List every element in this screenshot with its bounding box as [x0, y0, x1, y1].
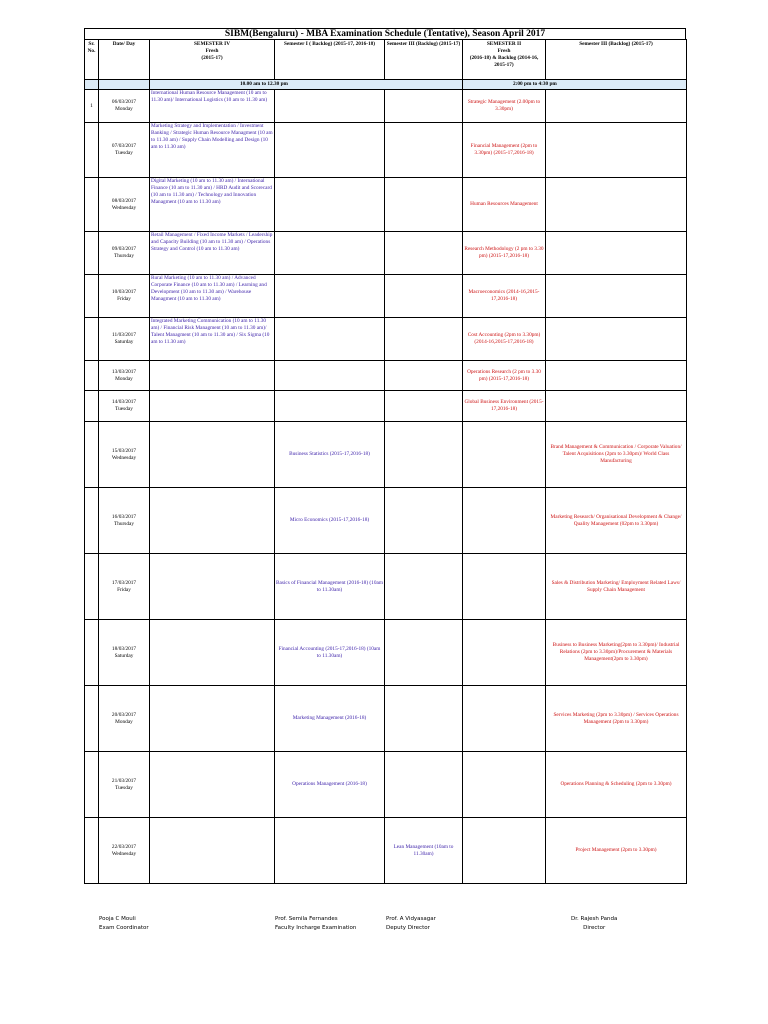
cell-sr: [85, 422, 99, 488]
cell-date: [99, 818, 150, 884]
cell-sr: [85, 488, 99, 554]
cell-sem1: [275, 123, 385, 178]
exam-date: 06/03/2017: [111, 99, 137, 105]
table-row: [85, 123, 687, 178]
cell-sem2: Research Methodology (2 pm to 3.30 pm) (2015-17,2016-18): [463, 232, 546, 275]
cell-sem3: Operations Planning & Scheduling (2pm to 3.30pm): [546, 752, 687, 818]
table-row: [85, 752, 687, 818]
cell-sr: [85, 275, 99, 318]
cell-sem4: Integrated Marketing Communication (10 am to 11.30 am) / Financial Risk Managment (10 am to 11.30 am)/ Talent Managment (10 am to 11.30 am) / Six Sigma (10 am to 11.30 am): [150, 318, 275, 361]
cell-sem3: [546, 361, 687, 391]
cell-date: [99, 123, 150, 178]
cell-sem1: [275, 391, 385, 422]
cell-sem1: [275, 275, 385, 318]
cell-date: [99, 361, 150, 391]
table-row: [85, 318, 687, 361]
cell-sem1: [275, 178, 385, 232]
cell-sem4: [150, 620, 275, 686]
exam-date: 10/03/2017: [111, 289, 137, 295]
cell-sem4: [150, 422, 275, 488]
table-row: [85, 178, 687, 232]
header-sr: Sr. No.: [85, 40, 99, 80]
cell-date: [99, 554, 150, 620]
cell-sem3-backlog: [385, 620, 463, 686]
cell-sem3: Marketing Research/ Organisational Development & Change/ Quality Management (02pm to 3.30pm): [546, 488, 687, 554]
table-row: [85, 391, 687, 422]
cell-sem3-backlog: [385, 488, 463, 554]
cell-sem4: Digital Marketing (10 am to 11.30 am) / International Finance (10 am to 11.30 am) / HRD Audit and Scorecard (10 am to 11.30 am) / Technology and Innovation Managment (10 am to 11.30 am): [150, 178, 275, 232]
cell-sem2: Cost Accounting (2pm to 3.30pm) (2014-16,2015-17,2016-18): [463, 318, 546, 361]
cell-sem4: [150, 686, 275, 752]
signature-director: Dr. Rajesh Panda Director: [571, 916, 618, 931]
cell-sr: [85, 818, 99, 884]
cell-sem2: Human Resources Management: [463, 178, 546, 232]
table-row: [85, 818, 687, 884]
cell-sem3: Services Marketing (2pm to 3.30pm) / Services Operations Management (2pm to 3.30pm): [546, 686, 687, 752]
cell-sem1: Operations Management (2016-18): [275, 752, 385, 818]
cell-sem3-backlog: Lean Management (10am to 11.30am): [385, 818, 463, 884]
cell-sr: [85, 554, 99, 620]
cell-sem2: [463, 554, 546, 620]
schedule-table: [84, 39, 687, 884]
exam-day: Wednesday: [111, 204, 137, 211]
cell-date: [99, 90, 150, 123]
cell-sem1: [275, 361, 385, 391]
cell-sem2: [463, 488, 546, 554]
exam-date: 21/03/2017: [111, 777, 137, 784]
cell-sem3: [546, 90, 687, 123]
cell-sem2: [463, 422, 546, 488]
header-date: Date/ Day: [99, 40, 150, 80]
schedule-sheet: [84, 28, 686, 884]
cell-sem3-backlog: [385, 318, 463, 361]
exam-date: 09/03/2017: [111, 246, 137, 252]
exam-day: Wednesday: [111, 454, 137, 461]
exam-date: 22/03/2017: [111, 843, 137, 850]
table-row: [85, 488, 687, 554]
table-row: [85, 554, 687, 620]
cell-sr: [85, 318, 99, 361]
cell-sr: [85, 391, 99, 422]
cell-sem2: Operations Research (2 pm to 3.30 pm) (2015-17,2016-18): [463, 361, 546, 391]
exam-day: Monday: [115, 375, 133, 382]
cell-sem3-backlog: [385, 752, 463, 818]
exam-day: Tuesday: [115, 150, 133, 156]
cell-sem4: Marketing Strategy and Implementation / Investment Banking / Strategic Human Resource Managment (10 am to 11.30 am) / Supply Chain Modelling and Design (10 am to 11.30 am): [150, 123, 275, 178]
exam-day: Saturday: [114, 339, 134, 345]
cell-sem3-backlog: [385, 275, 463, 318]
cell-sem4: [150, 752, 275, 818]
cell-date: [99, 620, 150, 686]
exam-day: Tuesday: [115, 406, 133, 412]
exam-date: 18/03/2017: [111, 645, 137, 652]
cell-sem3: Brand Management & Communication / Corporate Valuation/ Talent Acquisitions (2pm to 3.30pm)/ World Class Manufacturing: [546, 422, 687, 488]
cell-sem3: Project Management (2pm to 3.30pm): [546, 818, 687, 884]
header-sem3: Semester III (Backlog) (2015-17): [546, 40, 687, 80]
cell-date: [99, 275, 150, 318]
cell-sem1: Micro Economics (2015-17,2016-18): [275, 488, 385, 554]
schedule-title: SIBM(Bengaluru) - MBA Examination Schedule (Tentative), Season April 2017: [84, 28, 686, 39]
cell-sem2: [463, 752, 546, 818]
cell-sem1: Marketing Management (2016-18): [275, 686, 385, 752]
cell-sem2: Global Business Environment (2015-17,2016-18): [463, 391, 546, 422]
cell-sem3: [546, 232, 687, 275]
cell-sem4: [150, 391, 275, 422]
cell-sem2: [463, 620, 546, 686]
header-row: [85, 40, 687, 80]
cell-sem2: [463, 686, 546, 752]
table-row: [85, 422, 687, 488]
cell-sr: [85, 620, 99, 686]
cell-sr: [85, 123, 99, 178]
header-sem2: SEMESTER II Fresh (2016-18) & Backlog (2014-16, 2015-17): [463, 40, 546, 80]
cell-sr: 1: [85, 90, 99, 123]
exam-day: Monday: [115, 718, 133, 725]
cell-date: [99, 232, 150, 275]
cell-date: [99, 318, 150, 361]
cell-sr: [85, 752, 99, 818]
cell-date: [99, 178, 150, 232]
exam-day: Monday: [115, 106, 133, 112]
table-row: [85, 361, 687, 391]
cell-sem1: [275, 90, 385, 123]
cell-sem1: [275, 818, 385, 884]
cell-sem1: [275, 232, 385, 275]
signature-deputy-director: Prof. A Vidyasagar Deputy Director: [386, 916, 436, 931]
cell-sem3: [546, 391, 687, 422]
cell-sem3-backlog: [385, 554, 463, 620]
cell-sem3: Sales & Distribution Marketing/ Employment Related Laws/ Supply Chain Management: [546, 554, 687, 620]
exam-day: Thursday: [113, 520, 134, 527]
exam-date: 17/03/2017: [111, 579, 137, 586]
schedule-body: [85, 90, 687, 884]
cell-sem3-backlog: [385, 123, 463, 178]
cell-sr: [85, 232, 99, 275]
header-sem3-backlog: Semester III (Backlog) (2015-17): [385, 40, 463, 80]
cell-sem1: Financial Accounting (2015-17,2016-18) (10am to 11.30am): [275, 620, 385, 686]
cell-sem3: Business to Business Marketing(2pm to 3.30pm)/ Industrial Relations (2pm to 3.30pm)/Procurement & Materials Management(2pm to 3.30pm): [546, 620, 687, 686]
exam-day: Friday: [117, 586, 131, 593]
exam-date: 11/03/2017: [112, 332, 136, 338]
exam-day: Thursday: [113, 253, 134, 259]
table-row: [85, 620, 687, 686]
exam-day: Tuesday: [115, 784, 133, 791]
cell-sr: [85, 361, 99, 391]
cell-sem2: Strategic Management (2.00pm to 3.30pm): [463, 90, 546, 123]
cell-sem4: [150, 488, 275, 554]
exam-date: 14/03/2017: [111, 399, 137, 405]
cell-sr: [85, 686, 99, 752]
cell-date: [99, 752, 150, 818]
cell-date: [99, 488, 150, 554]
exam-date: 20/03/2017: [111, 711, 137, 718]
table-row: [85, 686, 687, 752]
cell-sem3-backlog: [385, 90, 463, 123]
exam-date: 16/03/2017: [111, 513, 137, 520]
time-morning: 10.00 am to 12.30 pm: [150, 80, 463, 90]
exam-date: 15/03/2017: [111, 447, 137, 454]
cell-sem3-backlog: [385, 361, 463, 391]
cell-sem3-backlog: [385, 686, 463, 752]
cell-sem2: Macroeconomics (2014-16,2015-17,2016-18): [463, 275, 546, 318]
cell-sem3: [546, 123, 687, 178]
cell-sem4: Rural Marketing (10 am to 11.30 am) / Advanced Corporate Finance (10 am to 11.30 am) / Learning and Development (10 am to 11.30 am) / Warehouse Managment (10 am to 11.30 am): [150, 275, 275, 318]
cell-sem2: [463, 818, 546, 884]
cell-sem3: [546, 318, 687, 361]
header-sem4: SEMESTER IV Fresh (2015-17): [150, 40, 275, 80]
cell-sem1: Business Statistics (2015-17,2016-18): [275, 422, 385, 488]
cell-sem3: [546, 178, 687, 232]
cell-sem1: Basics of Financial Management (2016-18) (10am to 11.30am): [275, 554, 385, 620]
signature-exam-coordinator: Pooja C Mouli Exam Coordinator: [99, 916, 149, 931]
cell-sem1: [275, 318, 385, 361]
time-row: [85, 80, 687, 90]
cell-date: [99, 391, 150, 422]
time-afternoon: 2:00 pm to 4:30 pm: [463, 80, 687, 90]
cell-sem2: Financial Management (2pm to 3.30pm) (2015-17,2016-18): [463, 123, 546, 178]
exam-date: 08/03/2017: [111, 197, 137, 204]
table-row: [85, 90, 687, 123]
cell-sem3-backlog: [385, 422, 463, 488]
exam-date: 07/03/2017: [111, 143, 137, 149]
cell-sem4: Retail Management / Fixed Income Markets / Leadership and Capacity Building (10 am to 11.30 am) / Operations Strategy and Control (10 am to 11.30 am): [150, 232, 275, 275]
cell-date: [99, 686, 150, 752]
cell-sem3: [546, 275, 687, 318]
cell-sem3-backlog: [385, 391, 463, 422]
cell-sem4: [150, 818, 275, 884]
exam-date: 13/03/2017: [111, 368, 137, 375]
table-row: [85, 275, 687, 318]
header-sem1: Semester I ( Backlog) (2015-17, 2016-18): [275, 40, 385, 80]
cell-sem4: [150, 554, 275, 620]
exam-day: Friday: [117, 296, 131, 302]
cell-sem4: International Human Resource Management (10 am to 11.30 am)/ International Logistics (10 am to 11.30 am): [150, 90, 275, 123]
signature-faculty-incharge: Prof. Semila Fernandes Faculty Incharge Examination: [275, 916, 357, 931]
exam-day: Saturday: [114, 652, 134, 659]
exam-day: Wednesday: [111, 850, 137, 857]
table-row: [85, 232, 687, 275]
cell-sr: [85, 178, 99, 232]
cell-sem3-backlog: [385, 178, 463, 232]
cell-sem4: [150, 361, 275, 391]
cell-date: [99, 422, 150, 488]
cell-sem3-backlog: [385, 232, 463, 275]
